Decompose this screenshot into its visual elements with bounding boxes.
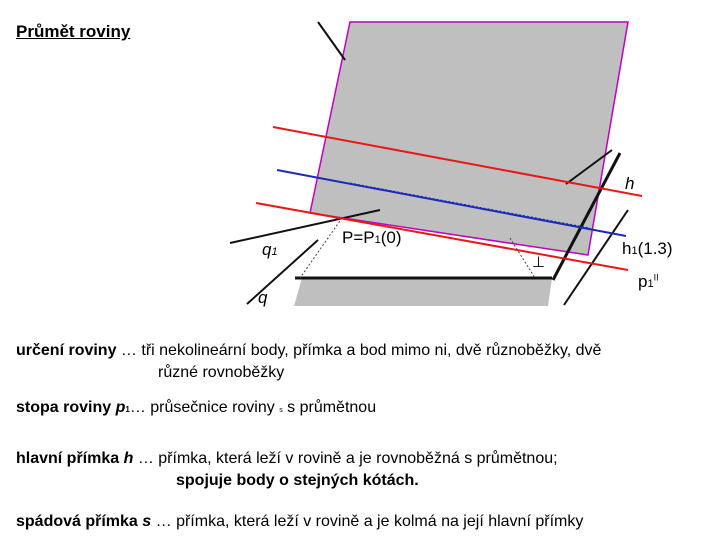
label-p1: $p1^{II}$ xyxy=(638,272,659,291)
def-stopa: stopa roviny p1… průsečnice roviny s s průmětnou xyxy=(16,399,377,416)
label-h: h xyxy=(625,174,635,193)
plane-upper xyxy=(310,22,628,255)
def-spadova: spádová přímka s … přímka, která leží v rovině a je kolmá na její hlavní přímky xyxy=(16,513,584,530)
right-angle-mark: ⊥ xyxy=(532,254,546,271)
def-hlavni: hlavní přímka h … přímka, která leží v rovině a je rovnoběžná s průmětnou; spojuje body o stejných kótách. xyxy=(16,450,558,489)
label-p-equals-p1: P=P1(0) xyxy=(342,228,402,247)
label-q: q xyxy=(258,288,268,307)
line-top-left xyxy=(318,22,345,60)
plane-lower xyxy=(294,278,552,306)
page-title: Průmět roviny xyxy=(16,22,131,41)
def-urceni: určení roviny … tři nekolineární body, přímka a bod mimo ni, dvě různoběžky, dvě různé rovnoběžky xyxy=(16,342,602,381)
label-h1: h1(1.3) xyxy=(622,239,673,258)
label-q1: q1 xyxy=(262,240,278,259)
